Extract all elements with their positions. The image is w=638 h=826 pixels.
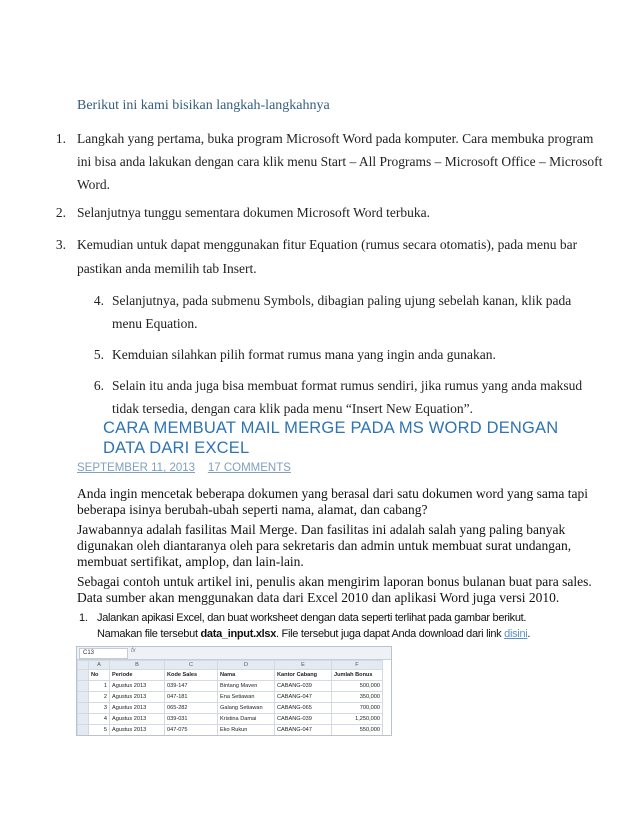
step-text-line: Kemduian silahkan pilih format rumus mana yang ingin anda gunakan.: [112, 347, 496, 362]
cell: Agustus 2013: [110, 692, 165, 703]
table-header-row: [78, 670, 383, 681]
step-text-line: Selanjutnya tunggu sementara dokumen Microsoft Word terbuka.: [77, 205, 430, 220]
row-header: [78, 725, 89, 736]
cell: [89, 736, 110, 737]
article-meta: [77, 460, 291, 477]
paragraph-line: digunakan oleh diantaranya oleh para sekretaris dan admin untuk membuat surat undangan,: [77, 538, 572, 553]
cell: 4: [89, 714, 110, 725]
item-text-mid: . File tersebut juga dapat Anda download dari link: [276, 628, 505, 640]
column-header: F: [332, 661, 383, 670]
table-row: [78, 692, 383, 703]
step-number: 1.: [55, 131, 66, 146]
cell: 039-031: [165, 714, 218, 725]
column-header-row: [78, 661, 383, 670]
corner-cell: [78, 661, 89, 670]
cell: [165, 736, 218, 737]
header-cell: Jumlah Bonus: [332, 670, 383, 681]
cell: CABANG-047: [275, 725, 332, 736]
cell: Kristina Damai: [218, 714, 275, 725]
formula-bar: [77, 647, 391, 660]
cell: 047-181: [165, 692, 218, 703]
column-header: B: [110, 661, 165, 670]
spreadsheet-image: [76, 646, 392, 736]
header-cell: Periode: [110, 670, 165, 681]
cell: Bintang Maven: [218, 681, 275, 692]
header-cell: Nama: [218, 670, 275, 681]
header-cell: Kantor Cabang: [275, 670, 332, 681]
paragraph-line: Data sumber akan menggunakan data dari Excel 2010 dan aplikasi Word juga versi 2010.: [77, 590, 560, 605]
cell: 039-147: [165, 681, 218, 692]
cell: 700,000: [332, 703, 383, 714]
item-number: 1.: [79, 612, 88, 624]
step-text-line: Selanjutnya, pada submenu Symbols, dibagian paling ujung sebelah kanan, klik pada: [112, 293, 572, 308]
cell: Agustus 2013: [110, 725, 165, 736]
cell: Galang Setiawan: [218, 703, 275, 714]
fx-icon: fx: [131, 648, 136, 654]
row-header: [78, 703, 89, 714]
paragraph-line: Sebagai contoh untuk artikel ini, penulis akan mengirim laporan bonus bulanan buat para sales.: [77, 574, 592, 589]
step-text-line: pastikan anda memilih tab Insert.: [77, 261, 257, 276]
cell: [275, 736, 332, 737]
cell: Agustus 2013: [110, 703, 165, 714]
download-link[interactable]: disini: [504, 628, 528, 640]
cell: CABANG-039: [275, 714, 332, 725]
step-number: 5.: [93, 347, 104, 362]
cell: CABANG-039: [275, 681, 332, 692]
paragraph-line: membuat sertifikat, amplop, dan lain-lain.: [77, 554, 304, 569]
article-title-line: DATA DARI EXCEL: [103, 439, 250, 457]
row-header: [78, 692, 89, 703]
paragraph-line: beberapa isinya berubah-ubah seperti nama, alamat, dan cabang?: [77, 502, 428, 517]
cell: [218, 736, 275, 737]
table-row: [78, 714, 383, 725]
paragraph-line: Anda ingin mencetak beberapa dokumen yang berasal dari satu dokumen word yang sama tapi: [77, 486, 588, 501]
cell: 3: [89, 703, 110, 714]
header-cell: No: [89, 670, 110, 681]
paragraph-line: Jawabannya adalah fasilitas Mail Merge. Dan fasilitas ini adalah salah yang paling banyak: [77, 522, 566, 537]
step-text-line: Kemudian untuk dapat menggunakan fitur Equation (rumus secara otomatis), pada menu bar: [77, 237, 578, 252]
cell: 350,000: [332, 692, 383, 703]
header-cell: Kode Sales: [165, 670, 218, 681]
cell: 1: [89, 681, 110, 692]
table-row: [78, 703, 383, 714]
row-header: [78, 714, 89, 725]
cell: 2: [89, 692, 110, 703]
table-row: [78, 736, 383, 737]
column-header: C: [165, 661, 218, 670]
spreadsheet-grid: [77, 660, 383, 736]
step-number: 2.: [55, 205, 66, 220]
comments-link[interactable]: 17 COMMENTS: [207, 462, 291, 474]
step-text-line: menu Equation.: [112, 316, 198, 331]
step-text-line: ini bisa anda lakukan dengan cara klik menu Start – All Programs – Microsoft Office – Microsoft: [77, 154, 603, 169]
item-text-line: [97, 626, 530, 643]
cell: 500,000: [332, 681, 383, 692]
column-header: E: [275, 661, 332, 670]
cell: 065-282: [165, 703, 218, 714]
table-row: [78, 725, 383, 736]
cell: CABANG-047: [275, 692, 332, 703]
column-header: D: [218, 661, 275, 670]
filename: data_input.xlsx: [200, 628, 277, 640]
item-text-end: .: [527, 628, 531, 640]
row-header: [78, 681, 89, 692]
intro-text: Berikut ini kami bisikan langkah-langkahnya: [77, 98, 330, 113]
item-text-line: Jalankan apikasi Excel, dan buat worksheet dengan data seperti terlihat pada gambar berikut.: [97, 612, 527, 624]
step-number: 6.: [93, 378, 104, 393]
cell: 047-075: [165, 725, 218, 736]
column-header: A: [89, 661, 110, 670]
cell: 550,000: [332, 725, 383, 736]
cell: 5: [89, 725, 110, 736]
cell: Agustus 2013: [110, 714, 165, 725]
step-number: 3.: [55, 237, 66, 252]
item-text-prefix: Namakan file tersebut: [97, 628, 201, 640]
cell: CABANG-065: [275, 703, 332, 714]
cell: 1,250,000: [332, 714, 383, 725]
cell: Agustus 2013: [110, 681, 165, 692]
article-title-line: CARA MEMBUAT MAIL MERGE PADA MS WORD DENGAN: [103, 419, 559, 437]
step-number: 4.: [93, 293, 104, 308]
cell-name-box: C13: [79, 648, 128, 659]
table-row: [78, 681, 383, 692]
cell: Ena Setiawan: [218, 692, 275, 703]
step-text-line: Selain itu anda juga bisa membuat format rumus sendiri, jika rumus yang anda maksud: [112, 378, 583, 393]
step-text-line: tidak tersedia, dengan cara klik pada menu “Insert New Equation”.: [112, 401, 473, 416]
cell: [110, 736, 165, 737]
post-date-link[interactable]: SEPTEMBER 11, 2013: [77, 462, 196, 474]
row-header: [78, 670, 89, 681]
step-text-line: Langkah yang pertama, buka program Microsoft Word pada komputer. Cara membuka program: [77, 131, 594, 146]
cell: [332, 736, 383, 737]
step-text-line: Word.: [77, 177, 111, 192]
cell: Eko Rukun: [218, 725, 275, 736]
row-header: [78, 736, 89, 737]
